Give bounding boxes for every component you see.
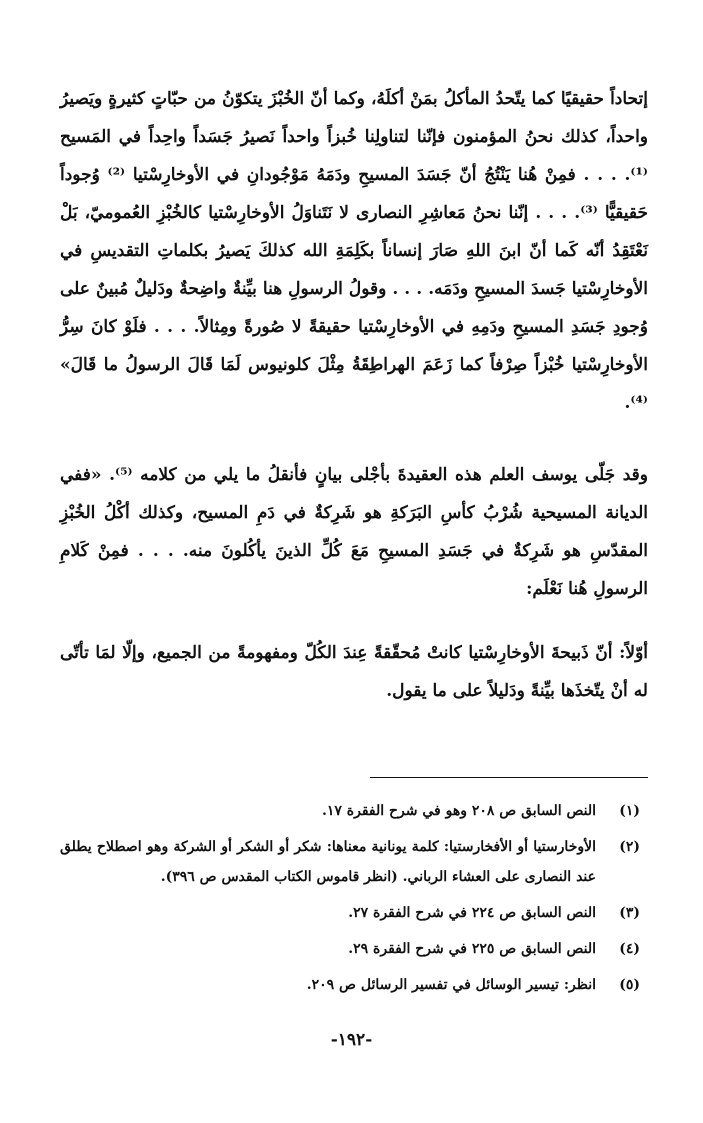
footnote-item: [60, 934, 640, 964]
footnote-item: [60, 832, 640, 892]
footnote-text: انظر: تيسير الوسائل في تفسير الرسائل ص ٢٠٩.: [306, 977, 596, 993]
footnote-number: (٣): [619, 905, 640, 921]
body-paragraph-2: وقد جَلّى يوسف العلم هذه العقيدةَ بأجْلى بيانٍ فأنقلُ ما يلي من كلامه ⁽⁵⁾. «ففي الديانة المسيحية شُرْبُ كأسِ البَرَكةِ هو شَرِكةٌ في دَمِ المسيح، وكذلك أكْلُ الخُبْزِ المقدّسِ هو شَرِكةٌ في جَسَدِ المسيحِ مَعَ كُلِّ الذينَ يأكُلونَ منه. . . . فمِنْ كَلامِ الرسولِ هُنا نَعْلَم:: [60, 465, 648, 599]
footnote-item: [60, 970, 640, 1000]
body-paragraph-3: أوّلاً: أنّ ذَبيحةَ الأوخارِسْتيا كانتْ مُحقّقةً عِندَ الكُلّ ومفهومةً من الجميع، وإلّا لمَا تأتّى له أنْ يتّخذَها بيِّنةً ودَليلاً على ما يقول.: [60, 643, 648, 701]
footnote-number: (٢): [619, 839, 640, 855]
footnote-item: [60, 898, 640, 928]
page-number: -١٩٢-: [330, 1030, 373, 1050]
footnote-text: النص السابق ص ٢٢٤ في شرح الفقرة ٢٧.: [348, 905, 596, 921]
body-paragraph-1: إتحاداً حقيقيًا كما يتّحدُ المأكلُ بمَنْ أكلَهُ، وكما أنّ الخُبْزَ يتكوّنُ من حبّاتٍ كثيرةٍ ويَصيرُ واحداً، كذلك نحنُ المؤمنون فإنّنا لتناولِنا خُبزاً واحداً نَصيرُ جَسَداً واحِداً في المَسيح ⁽¹⁾. . . . فمِنْ هُنا يَنْتُجُ أنّ جَسَدَ المسيحِ ودَمَهُ مَوْجُودانِ في الأوخارِسْتيا ⁽²⁾ وُجوداً حَقيقيًّا ⁽³⁾. . . . إنّنا نحنُ مَعاشِرِ النصارى لا نَتَناوَلُ الأوخارِسْتيا كالخُبْزِ العُموميّ، بَلْ نَعْتَقِدُ أنّه كَما أنّ ابنَ اللهِ صَارَ إنساناً بكَلِمَةِ الله كذلكَ يَصيرُ بكلماتِ التقديسِ في الأوخارِسْتيا جَسدَ المسيحِ ودَمَه. . . . وقولُ الرسولِ هنا بيِّنةٌ واضِحةٌ ودَليلٌ مُبينٌ على وُجودِ جَسَدِ المسيحِ ودَمِهِ في الأوخارِسْتيا حقيقةً لا صُورةً ومِثالاً. . . . فلَوْ كانَ سِرُّ الأوخارِسْتيا خُبْزاً صِرْفاً كما زَعَمَ الهراطِقَةُ مِثْلَ كلونيوس لَمَا قَالَ الرسولُ ما قَالَ» ⁽⁴⁾.: [60, 89, 648, 413]
footnote-number: (١): [619, 803, 640, 819]
footnote-text: النص السابق ص ٢٠٨ وهو في شرح الفقرة ١٧.: [321, 803, 596, 819]
footnotes-list: [60, 796, 640, 1006]
footnote-number: (٤): [619, 941, 640, 957]
footnote-text: النص السابق ص ٢٢٥ في شرح الفقرة ٢٩.: [348, 941, 596, 957]
footnote-number: (٥): [619, 977, 640, 993]
footnote-divider: [370, 777, 648, 778]
footnote-item: [60, 796, 640, 826]
footnote-text: الأوخارستيا أو الأفخارستيا: كلمة يونانية معناها: شكر أو الشكر أو الشركة وهو اصطلاح يطلق عند النصارى على العشاء الرباني. (انظر قاموس الكتاب المقدس ص ٣٩٦).: [60, 839, 596, 885]
